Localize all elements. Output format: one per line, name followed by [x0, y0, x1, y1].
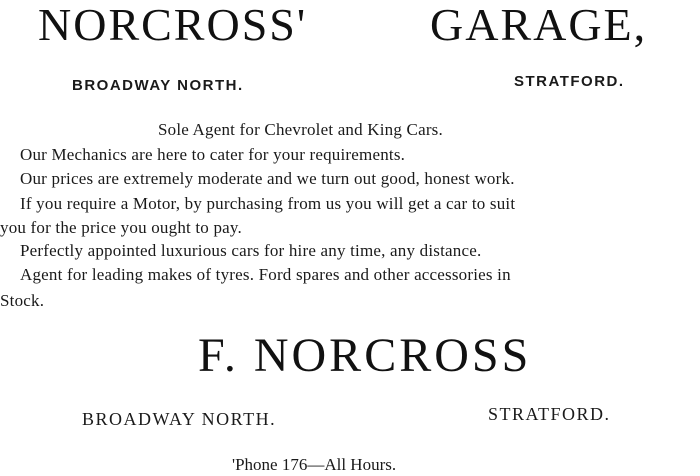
headline-norcross: NORCROSS'	[38, 0, 308, 50]
header-address-left: BROADWAY NORTH.	[72, 77, 244, 94]
footer-address-right: STRATFORD.	[488, 404, 611, 424]
proprietor-name: F. NORCROSS	[198, 329, 532, 382]
body-line-tyres: Agent for leading makes of tyres. Ford spares and other accessories in	[20, 265, 511, 284]
footer-address-left: BROADWAY NORTH.	[82, 409, 277, 429]
body-line-prices: Our prices are extremely moderate and we turn out good, honest work.	[20, 169, 515, 188]
body-line-hire: Perfectly appointed luxurious cars for hire any time, any distance.	[20, 241, 482, 260]
headline-garage: GARAGE,	[430, 0, 648, 50]
body-line-agent: Sole Agent for Chevrolet and King Cars.	[158, 120, 443, 139]
phone-line: 'Phone 176—All Hours.	[232, 455, 397, 474]
body-line-mechanics: Our Mechanics are here to cater for your requirements.	[20, 145, 406, 164]
body-line-price: you for the price you ought to pay.	[0, 218, 242, 237]
body-line-stock: Stock.	[0, 291, 45, 310]
header-address-right: STRATFORD.	[514, 73, 625, 90]
body-line-motor: If you require a Motor, by purchasing from us you will get a car to suit	[20, 194, 516, 213]
